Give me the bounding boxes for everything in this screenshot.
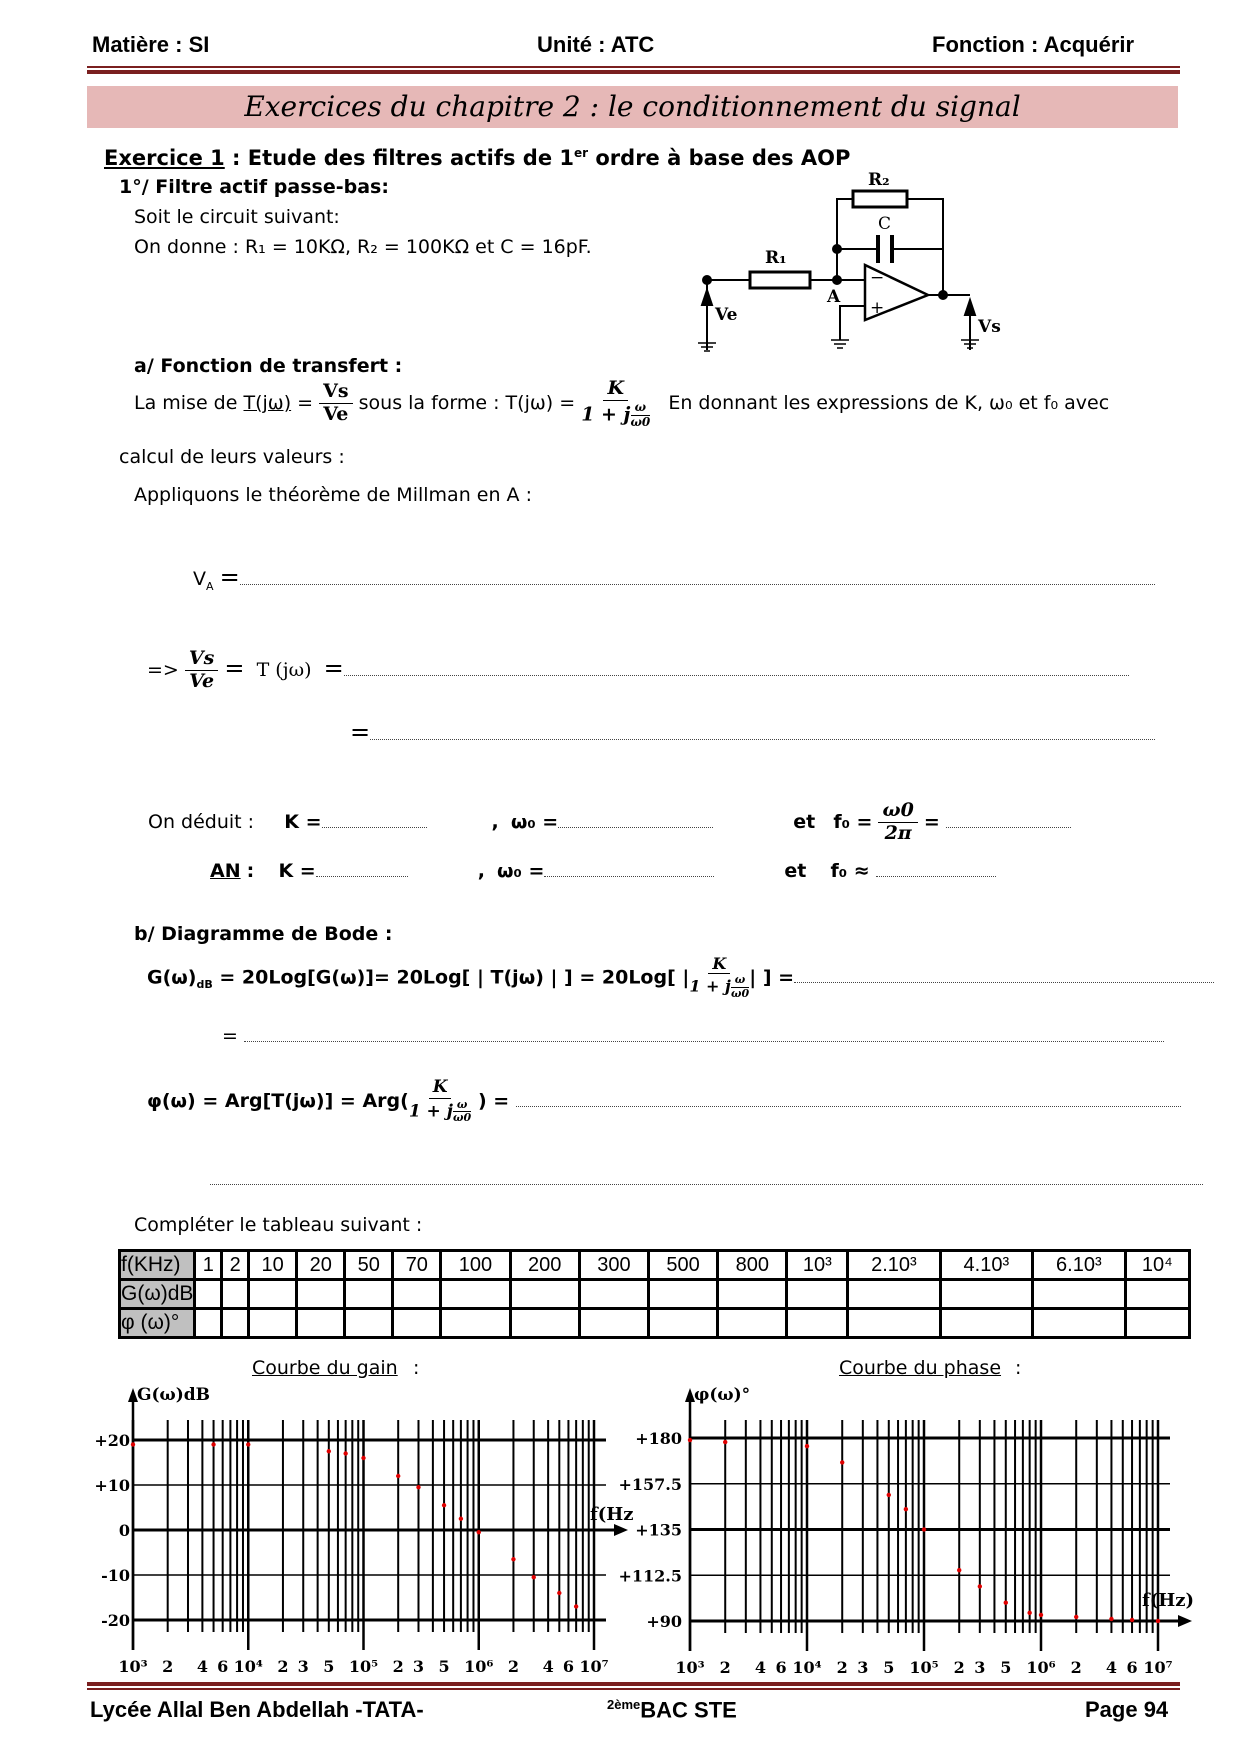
data-point xyxy=(557,1591,561,1595)
x-tick-label: 2 xyxy=(162,1657,174,1676)
table-row-phase: φ (ω)° xyxy=(120,1309,1190,1338)
answer-cell[interactable] xyxy=(441,1309,510,1338)
wires xyxy=(707,199,970,350)
gain-answer-field[interactable] xyxy=(794,966,1214,983)
header-unit: Unité : ATC xyxy=(537,32,655,57)
data-point xyxy=(1027,1611,1031,1615)
data-point xyxy=(805,1444,809,1448)
footer-rule-thin xyxy=(87,1688,1180,1690)
ground-icons xyxy=(698,340,979,351)
answer-cell[interactable] xyxy=(787,1280,848,1309)
transfer-line-2: = xyxy=(350,718,1155,746)
gain-line-2: = xyxy=(222,1025,1164,1047)
answer-cell[interactable] xyxy=(649,1280,718,1309)
phase-formula: φ(ω) = Arg[T(jω)] = Arg( K 1 + j $\frac{\omega}{\omega 0}$ ) = xyxy=(147,1078,1197,1125)
header-function: Fonction : Acquérir xyxy=(932,32,1135,57)
y-tick-label: +180 xyxy=(635,1429,682,1448)
svg-text:Ve: Ve xyxy=(715,305,738,325)
freq-cell: 10 xyxy=(249,1251,297,1280)
answer-cell[interactable] xyxy=(718,1280,787,1309)
table-prompt: Compléter le tableau suivant : xyxy=(134,1214,423,1236)
data-point xyxy=(904,1507,908,1511)
phase-line-2 xyxy=(210,1168,1203,1189)
answer-cell[interactable] xyxy=(1033,1309,1125,1338)
x-tick-label: 2 xyxy=(719,1658,731,1677)
answer-cell[interactable] xyxy=(848,1309,940,1338)
x-tick-label: 4 xyxy=(1105,1658,1118,1677)
x-tick-label: 3 xyxy=(857,1658,869,1677)
answer-cell[interactable] xyxy=(940,1309,1032,1338)
f0-field[interactable] xyxy=(946,811,1071,828)
data-point xyxy=(532,1575,536,1579)
x-tick-label: 6 xyxy=(217,1657,229,1676)
data-point xyxy=(1156,1619,1160,1623)
y-tick-label: -20 xyxy=(101,1611,130,1630)
phase-answer-field-2[interactable] xyxy=(210,1168,1203,1185)
freq-cell: 500 xyxy=(649,1251,718,1280)
x-tick-label: 2 xyxy=(392,1657,404,1676)
freq-cell: 50 xyxy=(345,1251,393,1280)
answer-cell[interactable] xyxy=(393,1309,441,1338)
y-tick-label: +157.5 xyxy=(618,1474,682,1494)
freq-cell: 10⁴ xyxy=(1125,1251,1189,1280)
data-point xyxy=(957,1568,961,1572)
data-point xyxy=(1039,1613,1043,1617)
x-tick-label: 10⁴ xyxy=(792,1658,822,1677)
x-tick-label: 10⁷ xyxy=(1143,1658,1173,1677)
y-axis-label: G(ω)dB xyxy=(137,1385,211,1405)
freq-cell: 800 xyxy=(718,1251,787,1280)
data-point xyxy=(416,1485,420,1489)
x-tick-label: 6 xyxy=(1126,1658,1138,1677)
svg-text:+: + xyxy=(870,298,885,318)
x-tick-label: 10⁵ xyxy=(348,1657,379,1676)
data-point xyxy=(442,1503,446,1507)
x-tick-label: 4 xyxy=(196,1657,208,1676)
data-point xyxy=(723,1440,727,1444)
x-tick-label: 10³ xyxy=(675,1658,705,1677)
freq-cell: 20 xyxy=(297,1251,345,1280)
x-tick-label: 6 xyxy=(775,1658,787,1677)
x-axis-arrow xyxy=(1178,1615,1192,1627)
answer-cell[interactable] xyxy=(1125,1280,1189,1309)
svg-text:A: A xyxy=(827,287,841,307)
x-tick-label: 2 xyxy=(507,1657,520,1676)
given-values: On donne : R₁ = 10KΩ, R₂ = 100KΩ et C = 16pF. xyxy=(134,236,592,258)
x-axis-label: f(Hz xyxy=(590,1504,634,1525)
transfer-answer-field-2[interactable] xyxy=(370,723,1155,740)
gain-chart xyxy=(90,1380,635,1675)
answer-cell[interactable] xyxy=(718,1309,787,1338)
k-field[interactable] xyxy=(322,811,427,828)
data-point xyxy=(246,1442,250,1446)
data-point xyxy=(1004,1601,1008,1605)
y-tick-label: 0 xyxy=(118,1521,130,1540)
va-line: $V_A$ = xyxy=(193,563,1173,593)
data-point xyxy=(211,1442,215,1446)
answer-cell[interactable] xyxy=(195,1309,222,1338)
phase-chart xyxy=(618,1380,1200,1677)
data-point xyxy=(1109,1617,1113,1621)
data-point xyxy=(511,1557,515,1561)
y-tick-label: +112.5 xyxy=(618,1566,682,1586)
x-tick-label: 5 xyxy=(1000,1658,1012,1677)
transfer-line: => $\frac{Vs}{Ve}$ = T (jω) = xyxy=(147,648,1167,693)
answer-cell[interactable] xyxy=(510,1280,579,1309)
header-rule xyxy=(87,66,1180,68)
answer-cell[interactable] xyxy=(1125,1309,1189,1338)
x-tick-label: 10⁵ xyxy=(909,1658,939,1677)
data-point xyxy=(887,1493,891,1497)
data-point xyxy=(840,1460,844,1464)
section-title: 1°/ Filtre actif passe-bas: xyxy=(119,176,389,198)
data-point xyxy=(459,1517,463,1521)
exercise-heading: Exercice 1 : Etude des filtres actifs de 1er ordre à base des AOP xyxy=(104,146,851,170)
y-tick-label: +135 xyxy=(635,1520,682,1540)
x-tick-label: 3 xyxy=(412,1657,425,1676)
w0-field[interactable] xyxy=(558,811,713,828)
x-tick-label: 5 xyxy=(323,1657,335,1676)
answer-cell[interactable] xyxy=(297,1280,345,1309)
node-a xyxy=(833,276,841,284)
freq-cell: 300 xyxy=(579,1251,648,1280)
data-point xyxy=(327,1449,331,1453)
freq-cell: 4.10³ xyxy=(940,1251,1032,1280)
phase-answer-field[interactable] xyxy=(516,1090,1181,1107)
x-tick-label: 4 xyxy=(542,1657,554,1676)
x-axis-arrow xyxy=(614,1524,628,1536)
answer-cell[interactable] xyxy=(393,1280,441,1309)
va-answer-field[interactable] xyxy=(240,568,1155,585)
answer-cell[interactable] xyxy=(222,1309,249,1338)
footer-school: Lycée Allal Ben Abdellah -TATA- xyxy=(90,1697,424,1722)
y-tick-label: +90 xyxy=(646,1612,682,1631)
footer-rule xyxy=(87,1682,1180,1686)
an-line: AN : K = , ω₀ = et f₀ ≈ xyxy=(210,860,1170,882)
x-tick-label: 10⁶ xyxy=(1026,1658,1056,1677)
x-tick-label: 10³ xyxy=(118,1657,148,1676)
node-ve xyxy=(703,276,711,284)
w0-value-field[interactable] xyxy=(544,860,714,877)
x-tick-label: 2 xyxy=(836,1658,848,1677)
data-point xyxy=(396,1474,400,1478)
header-rule-thick xyxy=(87,70,1180,74)
page-title: Exercices du chapitre 2 : le conditionnement du signal xyxy=(244,90,1021,123)
freq-cell: 6.10³ xyxy=(1033,1251,1125,1280)
freq-cell: 2 xyxy=(222,1251,249,1280)
data-point xyxy=(922,1527,926,1531)
answer-cell[interactable] xyxy=(195,1280,222,1309)
y-tick-label: -10 xyxy=(101,1566,130,1585)
data-point xyxy=(343,1451,347,1455)
y-axis-label: φ(ω)° xyxy=(694,1385,751,1405)
x-tick-label: 3 xyxy=(297,1657,309,1676)
svg-text:R₁: R₁ xyxy=(765,248,787,268)
millman-text: Appliquons le théorème de Millman en A : xyxy=(134,484,532,506)
part-a-title: a/ Fonction de transfert : xyxy=(134,355,403,377)
data-point xyxy=(131,1442,135,1446)
deduce-line: On déduit : K = , ω₀ = et f₀ = $\frac{\omega 0}{2\pi}$ = xyxy=(148,800,1168,845)
f0-value-field[interactable] xyxy=(876,860,996,877)
data-point xyxy=(1074,1615,1078,1619)
answer-cell[interactable] xyxy=(297,1309,345,1338)
part-b-title: b/ Diagramme de Bode : xyxy=(134,923,393,945)
svg-text:Vs: Vs xyxy=(978,317,1001,337)
intro-text: Soit le circuit suivant: xyxy=(134,206,340,228)
freq-cell: 10³ xyxy=(787,1251,848,1280)
answer-cell[interactable] xyxy=(510,1309,579,1338)
resistor-r1 xyxy=(750,272,810,288)
answer-cell[interactable] xyxy=(940,1280,1032,1309)
capacitor-c xyxy=(878,235,892,263)
x-tick-label: 10⁷ xyxy=(579,1657,609,1676)
answer-cell[interactable] xyxy=(345,1309,393,1338)
k-value-field[interactable] xyxy=(316,860,408,877)
gain-chart-title: Courbe du gain xyxy=(252,1357,398,1379)
y-tick-label: +20 xyxy=(94,1431,130,1450)
svg-text:C: C xyxy=(878,214,892,234)
x-axis-label: f(Hz) xyxy=(1142,1590,1195,1611)
freq-cell: 1 xyxy=(195,1251,222,1280)
calc-text: calcul de leurs valeurs : xyxy=(119,446,345,468)
freq-cell: 2.10³ xyxy=(848,1251,940,1280)
x-tick-label: 2 xyxy=(953,1658,965,1677)
x-tick-label: 6 xyxy=(562,1657,575,1676)
values-table xyxy=(118,1249,1191,1339)
data-point xyxy=(688,1438,692,1442)
phase-chart-title: Courbe du phase xyxy=(839,1357,1002,1379)
x-tick-label: 5 xyxy=(438,1657,450,1676)
freq-cell: 100 xyxy=(441,1251,510,1280)
header-subject: Matière : SI xyxy=(92,32,210,57)
x-tick-label: 3 xyxy=(974,1658,986,1677)
data-point xyxy=(574,1604,578,1608)
answer-cell[interactable] xyxy=(222,1280,249,1309)
answer-cell[interactable] xyxy=(249,1280,297,1309)
x-tick-label: 4 xyxy=(754,1658,767,1677)
freq-cell: 200 xyxy=(510,1251,579,1280)
gain-formula: $G(\omega)_{dB} = 20Log[G(\omega)]= 20Log$[ | T(jω) | ] = 20Log[ | K 1 + j $\frac{\omega}{\omega 0}$ | ] = xyxy=(147,955,1177,1001)
gain-answer-field-2[interactable] xyxy=(244,1025,1164,1042)
table-row-freq: f(KHz) 1 2 10 20 50 70 100 200 300 500 800 10³ 2.10³ 4.10³ 6.10³ 10⁴ xyxy=(120,1251,1190,1280)
data-point xyxy=(1130,1618,1134,1622)
svg-text:R₂: R₂ xyxy=(868,170,890,190)
answer-cell[interactable] xyxy=(249,1309,297,1338)
answer-cell[interactable] xyxy=(848,1280,940,1309)
transfer-function-line: La mise de T(jω) = $\frac{Vs}{Ve}$ sous la forme : T(jω) = K 1 + j $\frac{\omega}{\omega 0}$ En donnant les expressions de K, ω₀ et f₀ avec xyxy=(134,377,1110,429)
answer-cell[interactable] xyxy=(579,1280,648,1309)
x-tick-label: 5 xyxy=(883,1658,895,1677)
answer-cell[interactable] xyxy=(649,1309,718,1338)
colon: : xyxy=(413,1357,420,1379)
x-tick-label: 10⁶ xyxy=(464,1657,494,1676)
answer-cell[interactable] xyxy=(579,1309,648,1338)
answer-cell[interactable] xyxy=(345,1280,393,1309)
transfer-answer-field[interactable] xyxy=(344,659,1129,676)
data-point xyxy=(477,1530,481,1534)
data-point xyxy=(361,1456,365,1460)
colon: : xyxy=(1015,1357,1022,1379)
circuit-diagram xyxy=(690,165,1020,360)
svg-text:−: − xyxy=(870,268,885,288)
answer-cell[interactable] xyxy=(787,1309,848,1338)
data-point xyxy=(978,1584,982,1588)
freq-cell: 70 xyxy=(393,1251,441,1280)
resistor-r2 xyxy=(853,191,907,207)
x-tick-label: 2 xyxy=(277,1657,289,1676)
answer-cell[interactable] xyxy=(441,1280,510,1309)
title-band xyxy=(87,86,1178,128)
y-tick-label: +10 xyxy=(94,1476,130,1495)
answer-cell[interactable] xyxy=(1033,1280,1125,1309)
table-row-gain: G(ω)dB xyxy=(120,1280,1190,1309)
x-tick-label: 2 xyxy=(1070,1658,1082,1677)
footer-page: Page 94 xyxy=(1085,1697,1169,1722)
footer-class: $^{2ème}$BAC STE xyxy=(607,1697,737,1723)
x-tick-label: 10⁴ xyxy=(233,1657,263,1676)
